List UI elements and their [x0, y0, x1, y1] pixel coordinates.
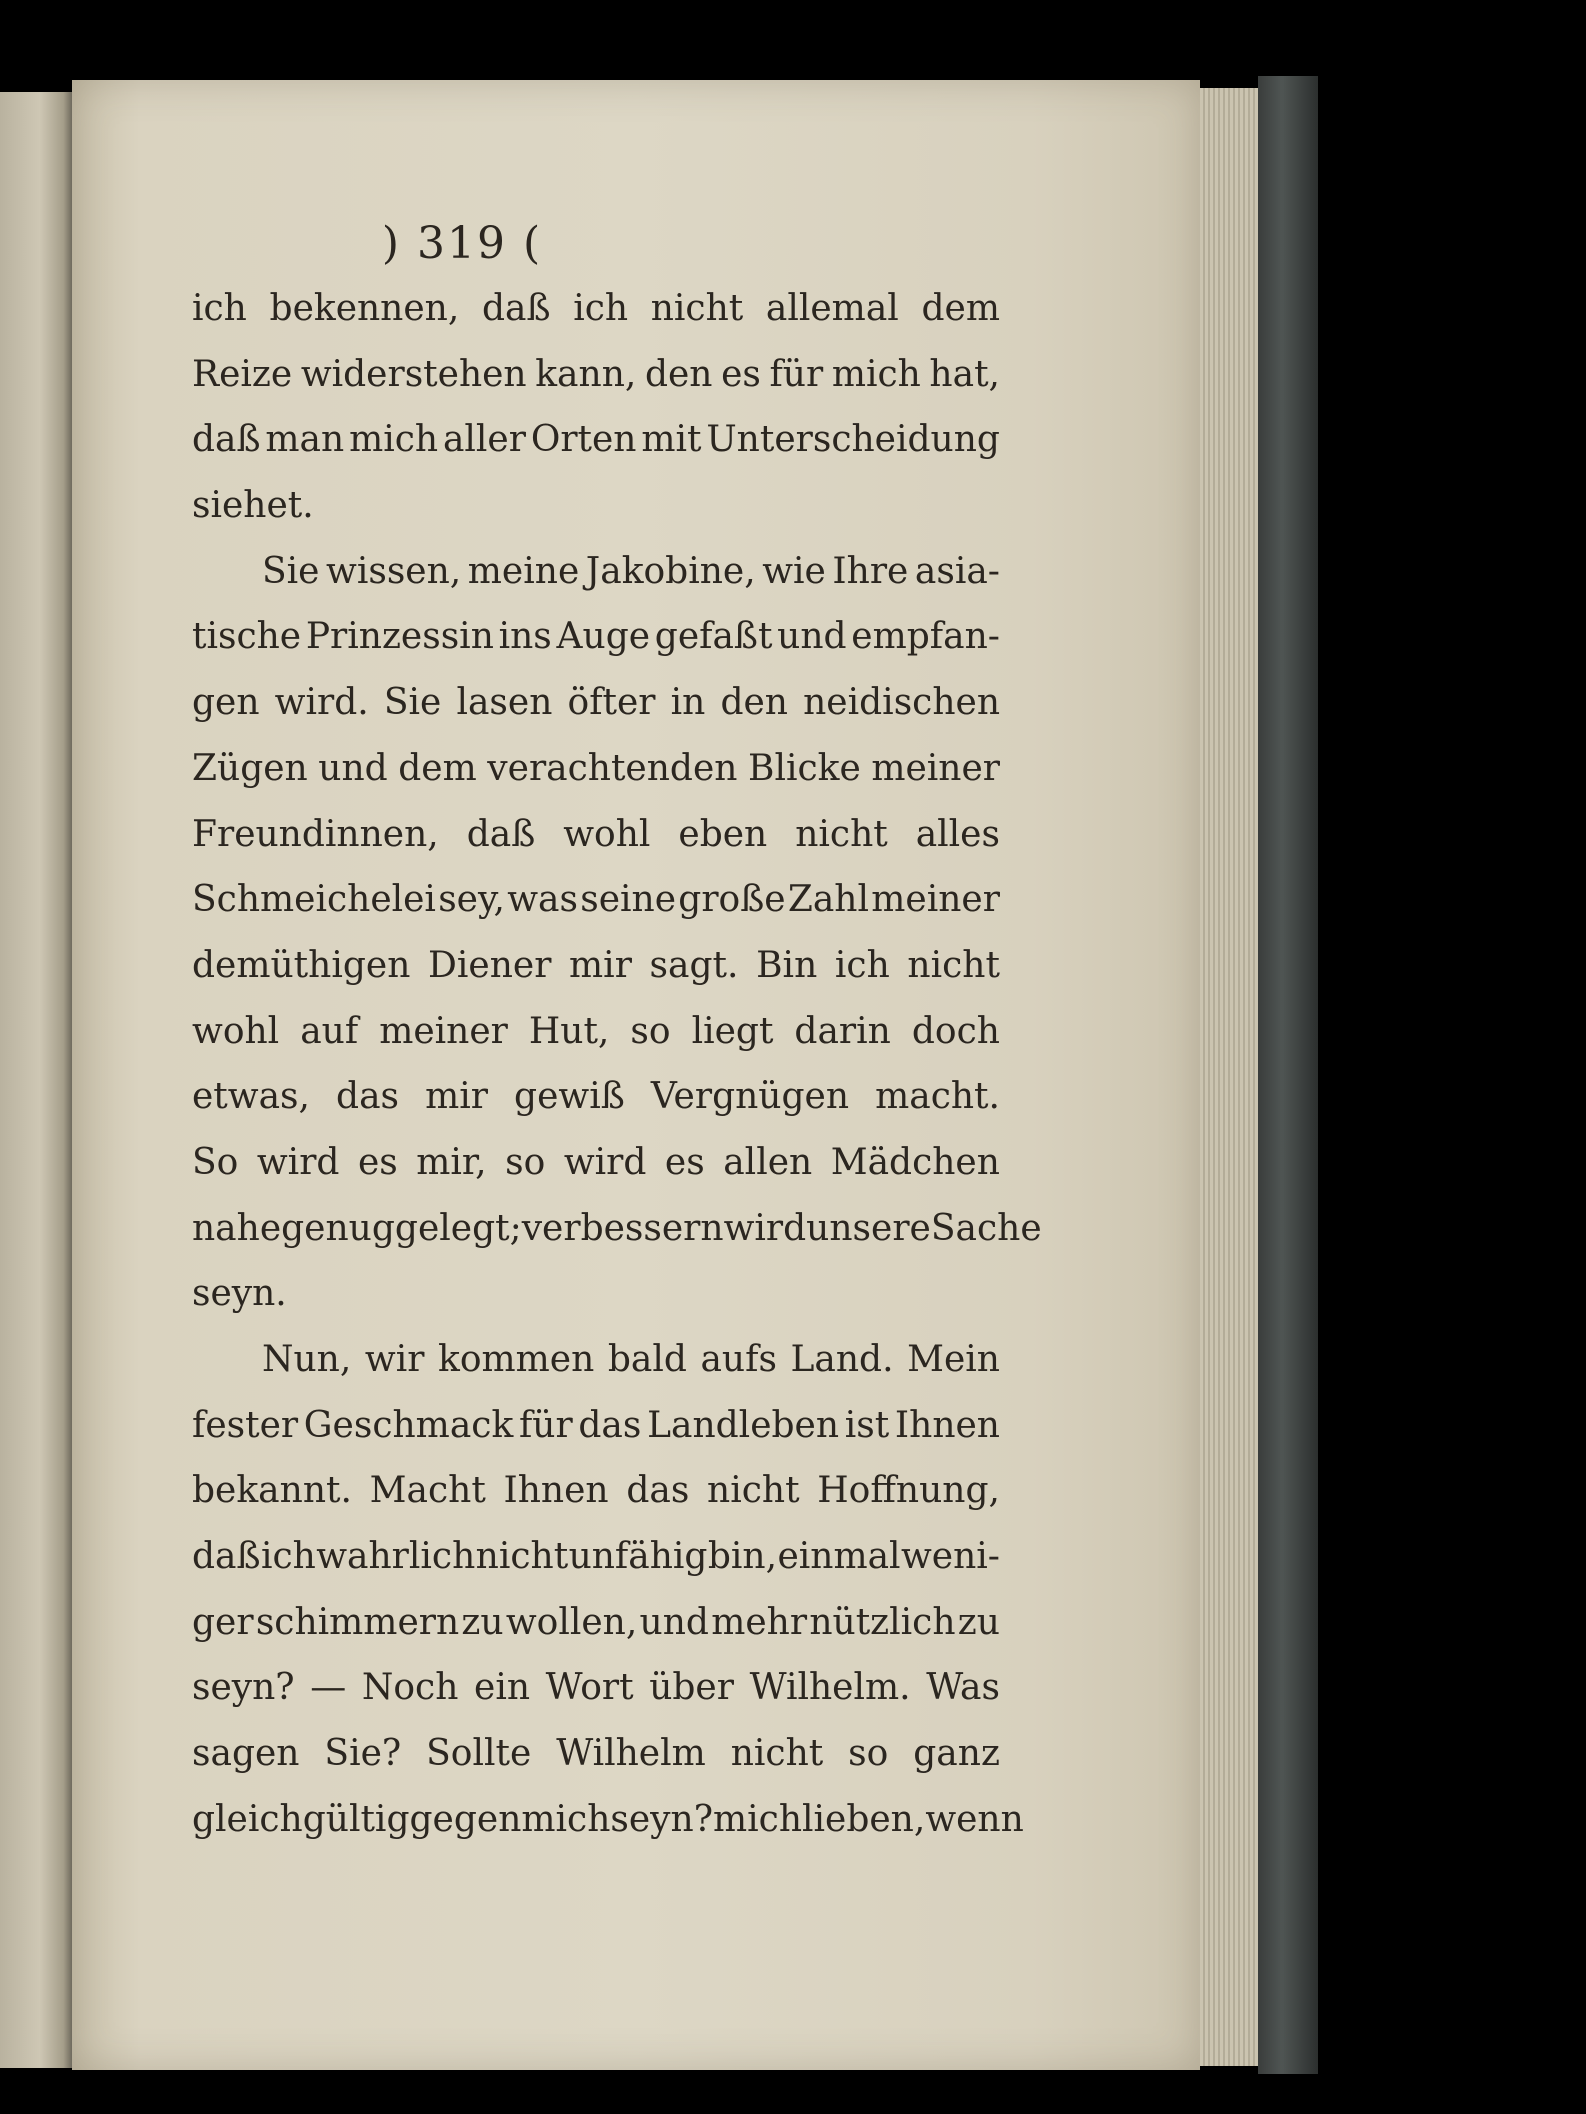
text-line: [192, 933, 1000, 999]
word: eben: [678, 813, 768, 855]
word: bekennen,: [269, 288, 460, 329]
word: über: [649, 1667, 734, 1709]
word: nicht: [707, 1470, 800, 1512]
word: wird: [256, 1141, 340, 1183]
word: lasen: [456, 682, 553, 724]
word: So: [192, 1141, 239, 1183]
text-line: [192, 1393, 1000, 1459]
word: große: [678, 879, 786, 921]
word: kann,: [535, 353, 637, 395]
word: Prinzessin: [305, 616, 494, 658]
word: und: [777, 616, 847, 658]
text-line: [192, 736, 1000, 802]
word: wohl: [192, 1010, 280, 1052]
word: neidischen: [803, 682, 1000, 724]
word: es: [664, 1141, 705, 1183]
text-line: [192, 670, 1000, 736]
word: daß: [466, 813, 536, 855]
text-line: [192, 1787, 1024, 1853]
word: verbessern: [521, 1207, 724, 1249]
word: daß: [192, 419, 261, 461]
word: dem: [398, 747, 477, 789]
word: Geschmack: [303, 1404, 514, 1446]
word: es: [721, 353, 761, 395]
word: Schmeichelei: [192, 879, 436, 921]
word: allen: [723, 1141, 813, 1183]
word: mehr: [711, 1601, 808, 1643]
word: Landleben: [647, 1404, 840, 1446]
left-page-edge: [0, 92, 72, 2068]
word: Orten: [530, 419, 637, 461]
word: mich: [713, 1798, 802, 1840]
word: so: [505, 1141, 546, 1183]
word: daß: [481, 288, 551, 329]
word: ich: [260, 1536, 316, 1578]
word: Mein: [907, 1339, 1000, 1380]
text-line: seyn.: [192, 1273, 287, 1315]
word: man: [265, 419, 345, 461]
text-line: siehet.: [192, 485, 314, 527]
word: ein: [474, 1667, 531, 1709]
text-line: [192, 1458, 1000, 1524]
word: bin,: [707, 1536, 778, 1578]
word: wahrlich: [316, 1536, 476, 1578]
word: ich: [834, 944, 890, 986]
word: Ihre: [832, 550, 909, 592]
word: demüthigen: [192, 944, 411, 986]
word: —: [310, 1667, 347, 1709]
word: Wort: [545, 1667, 634, 1709]
text-line: [192, 1327, 1000, 1393]
word: Diener: [428, 944, 552, 986]
word: verachtenden: [487, 747, 738, 789]
word: dem: [921, 288, 1000, 329]
word: so: [630, 1010, 671, 1052]
word: wie: [762, 550, 826, 592]
word: Sie?: [324, 1733, 402, 1775]
word: auf: [300, 1010, 359, 1052]
text-line: [192, 276, 1000, 342]
word: Was: [926, 1667, 1000, 1709]
word: Macht: [369, 1470, 486, 1512]
word: nicht: [475, 1536, 569, 1578]
word: das: [578, 1404, 642, 1446]
word: meiner: [871, 879, 1000, 921]
text-line: [192, 539, 1000, 605]
word: ger: [192, 1601, 254, 1643]
word: ich: [192, 288, 247, 329]
word: nicht: [730, 1733, 824, 1775]
word: mich: [831, 353, 921, 395]
text-line: [192, 802, 1000, 868]
word: seyn?: [192, 1667, 295, 1709]
word: aller: [442, 419, 526, 461]
word: den: [644, 353, 713, 395]
word: seyn?: [610, 1798, 713, 1840]
word: wird.: [274, 682, 369, 724]
word: Nun,: [262, 1339, 352, 1380]
word: gen: [192, 682, 260, 724]
word: nicht: [795, 813, 888, 855]
word: unsere: [806, 1207, 931, 1249]
word: bald: [607, 1339, 687, 1380]
text-line: [192, 1064, 1000, 1130]
word: Sollte: [426, 1733, 532, 1775]
word: liegt: [691, 1010, 774, 1052]
word: gefaßt: [654, 616, 773, 658]
word: das: [626, 1470, 690, 1512]
word: Land.: [790, 1339, 894, 1380]
word: zu: [461, 1601, 504, 1643]
word: hat,: [929, 353, 1000, 395]
text-line: [192, 604, 1000, 670]
word: Mädchen: [830, 1141, 1000, 1183]
word: empfan-: [851, 616, 1000, 658]
word: fester: [192, 1404, 299, 1446]
word: aufs: [700, 1339, 777, 1380]
page-stack-edge: [1200, 88, 1258, 2066]
word: zu: [957, 1601, 1000, 1643]
word: meine: [467, 550, 580, 592]
word: unfähig: [568, 1536, 708, 1578]
word: alles: [915, 813, 1000, 855]
word: und: [639, 1601, 709, 1643]
word: wird: [723, 1207, 807, 1249]
word: den: [720, 682, 788, 724]
word: macht.: [875, 1076, 1000, 1118]
word: mir,: [416, 1141, 487, 1183]
word: mich: [349, 419, 439, 461]
word: lieben,: [802, 1798, 926, 1840]
word: öfter: [567, 682, 656, 724]
word: Noch: [361, 1667, 459, 1709]
word: Reize: [192, 353, 293, 395]
word: was: [507, 879, 578, 921]
word: Zahl: [787, 879, 870, 921]
word: wollen,: [505, 1601, 638, 1643]
word: Hoffnung,: [817, 1470, 1000, 1512]
word: Auge: [556, 616, 651, 658]
page-number: ) 319 (: [381, 218, 543, 269]
word: für: [769, 353, 824, 395]
word: sagt.: [649, 944, 739, 986]
word: das: [336, 1076, 400, 1118]
word: ist: [844, 1404, 890, 1446]
text-line: [192, 1524, 1000, 1590]
word: es: [357, 1141, 398, 1183]
word: sey,: [438, 879, 505, 921]
text-line: [192, 1196, 1042, 1262]
word: Sie: [383, 682, 442, 724]
word: gegen: [409, 1798, 522, 1840]
word: schimmern: [255, 1601, 460, 1643]
word: wird: [563, 1141, 647, 1183]
word: weni-: [900, 1536, 1000, 1578]
word: kommen: [438, 1339, 595, 1380]
word: so: [848, 1733, 889, 1775]
word: wissen,: [326, 550, 462, 592]
word: meiner: [871, 747, 1000, 789]
word: etwas,: [192, 1076, 310, 1118]
text-line: [192, 1590, 1000, 1656]
word: daß: [192, 1536, 261, 1578]
word: wenn: [925, 1798, 1024, 1840]
word: nützlich: [809, 1601, 956, 1643]
word: asia-: [914, 550, 1000, 592]
word: Wilhelm.: [749, 1667, 911, 1709]
word: nicht: [650, 288, 744, 329]
word: ganz: [913, 1733, 1000, 1775]
text-line: [192, 867, 1000, 933]
word: Freundinnen,: [192, 813, 439, 855]
word: Zügen: [192, 747, 308, 789]
word: gelegt;: [394, 1207, 522, 1249]
word: widerstehen: [300, 353, 527, 395]
word: darin: [794, 1010, 891, 1052]
word: gleichgültig: [192, 1798, 410, 1840]
word: Ihnen: [894, 1404, 1000, 1446]
word: Wilhelm: [556, 1733, 706, 1775]
word: Blicke: [748, 747, 861, 789]
word: in: [670, 682, 706, 724]
word: Jakobine,: [585, 550, 756, 592]
word: allemal: [765, 288, 899, 329]
word: seine: [580, 879, 677, 921]
word: mich: [521, 1798, 611, 1840]
text-line: [192, 999, 1000, 1065]
word: Ihnen: [503, 1470, 609, 1512]
word: gewiß: [514, 1076, 625, 1118]
word: Sie: [262, 550, 320, 592]
word: ins: [498, 616, 552, 658]
word: wir: [364, 1339, 425, 1380]
word: Vergnügen: [650, 1076, 850, 1118]
word: nicht: [907, 944, 1000, 986]
text-line: [192, 1655, 1000, 1721]
word: und: [318, 747, 388, 789]
word: bekannt.: [192, 1470, 352, 1512]
word: Bin: [756, 944, 818, 986]
word: Hut,: [528, 1010, 610, 1052]
word: meiner: [379, 1010, 508, 1052]
word: einmal: [777, 1536, 901, 1578]
word: tische: [192, 616, 302, 658]
word: für: [518, 1404, 573, 1446]
word: sagen: [192, 1733, 300, 1775]
word: mir: [425, 1076, 488, 1118]
text-line: [192, 1721, 1000, 1787]
word: nahe: [192, 1207, 282, 1249]
word: mit: [641, 419, 702, 461]
word: ich: [573, 288, 629, 329]
word: genug: [281, 1207, 395, 1249]
text-line: [192, 1130, 1000, 1196]
book-cover: [1258, 76, 1318, 2074]
word: Sache: [930, 1207, 1042, 1249]
word: wohl: [563, 813, 651, 855]
word: Unterscheidung: [706, 419, 1000, 461]
word: doch: [911, 1010, 1000, 1052]
text-lines: [192, 276, 1042, 1853]
text-line: [192, 407, 1000, 473]
page-text: [192, 212, 1042, 1853]
word: mir: [569, 944, 632, 986]
text-line: [192, 342, 1000, 408]
